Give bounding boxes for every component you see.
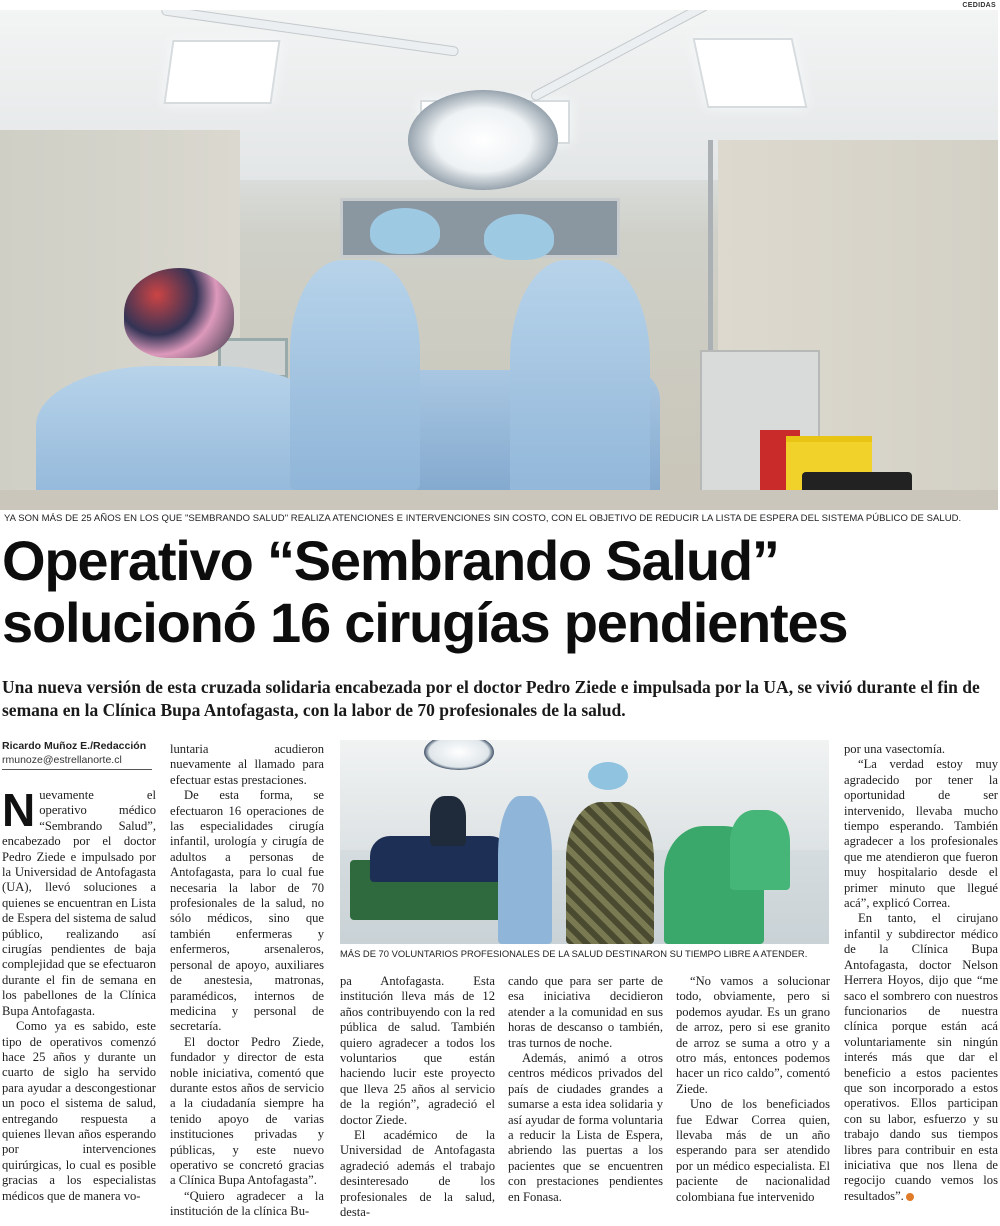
patterned-cap bbox=[124, 268, 234, 358]
skylight bbox=[693, 38, 808, 108]
floor bbox=[0, 490, 998, 510]
headline-line-1: Operativo “Sembrando Salud” bbox=[2, 529, 779, 592]
paragraph: “La verdad estoy muy agradecido por tener la oportunidad de ser intervenido, llevaba mucho tiempo esperando. También agradecer a los profesionales que me atendieron que fueron muy hospitalario desde el primer minuto que llegué acá”, explicó Correa. bbox=[844, 757, 998, 911]
staff-figure bbox=[566, 802, 654, 944]
photo-credit: CEDIDAS bbox=[962, 2, 996, 9]
headline bbox=[2, 530, 998, 654]
lead-paragraph: Una nueva versión de esta cruzada solidaria encabezada por el doctor Pedro Ziede e impulsada por la UA, se vivió durante el fin de semana en la Clínica Bupa Antofagasta, con la labor de 70 profesionales de la salud. bbox=[2, 677, 980, 720]
staff-figure bbox=[730, 810, 790, 890]
paragraph: Como ya es sabido, este tipo de operativos comenzó hace 25 años y durante un cuarto de siglo ha servido para ayudar a descongestionar un poco el sistema de salud, entregando respuesta a quienes llevan años esperando por intervenciones quirúrgicas, lo cual es posible gracias a los especialistas médicos que de manera vo- bbox=[2, 1019, 156, 1203]
secondary-photo-volunteers bbox=[340, 740, 829, 944]
paragraph: por una vasectomía. bbox=[844, 742, 946, 756]
article-column-1 bbox=[2, 784, 156, 1204]
paragraph: pa Antofagasta. Esta institución lleva más de 12 años contribuyendo con la red pública de salud. También quiero agradecer a todos los voluntarios que están haciendo lucir este proyecto que lleva 25 años al servicio de la región”, agradeció el doctor Ziede. bbox=[340, 974, 495, 1127]
paragraph: cando que para ser parte de esa iniciativa decidieron atender a la comunidad en sus horas de descanso o también, tras turnos de noche. bbox=[508, 974, 663, 1050]
surgeon-cap bbox=[484, 214, 554, 260]
top-photo-caption: YA SON MÁS DE 25 AÑOS EN LOS QUE "SEMBRANDO SALUD" REALIZA ATENCIONES E INTERVENCIONES SIN COSTO, CON EL OBJETIVO DE REDUCIR LA LISTA DE ESPERA DEL SISTEMA PÚBLICO DE SALUD. bbox=[4, 513, 962, 524]
article-column-2 bbox=[170, 742, 324, 1220]
paragraph: De esta forma, se efectuaron 16 operaciones de las especialidades cirugía infantil, urología y cirugía de adultos a personas de Antofagasta, para lo cual fue necesaria la labor de 70 profesionales de la salud, no sólo médicos, sino que también enfermeras y enfermeros, arsenaleros, personal de apoyo, auxiliares de anestesia, matronas, paramédicos, internos de medicina y personal de secretaría. bbox=[170, 788, 324, 1034]
skylight bbox=[164, 40, 281, 104]
article-column-3 bbox=[340, 974, 495, 1221]
circle-end-mark-icon bbox=[906, 1193, 914, 1201]
paragraph: El académico de la Universidad de Antofagasta agradeció además el trabajo desinteresado de los profesionales de la salud, desta- bbox=[340, 1128, 495, 1220]
surgeon-cap bbox=[370, 208, 440, 254]
drop-cap: N bbox=[2, 784, 36, 836]
byline: Ricardo Muñoz E./Redacción bbox=[2, 740, 147, 752]
article-column-5 bbox=[676, 974, 830, 1205]
paragraph: Además, animó a otros centros médicos privados del país de ciudades grandes a sumarse a esta idea solidaria y así ayudar de forma voluntaria a reducir la Lista de Espera, abriendo las puertas a los pacientes que se encuentren con prestaciones pendientes en Fonasa. bbox=[508, 1051, 663, 1204]
paragraph: luntaria acudieron nuevamente al llamado para efectuar estas prestaciones. bbox=[170, 742, 324, 787]
paragraph: “Quiero agradecer a la institución de la clínica Bu- bbox=[170, 1188, 324, 1219]
secondary-photo-caption: MÁS DE 70 VOLUNTARIOS PROFESIONALES DE LA SALUD DESTINARON SU TIEMPO LIBRE A ATENDER. bbox=[340, 948, 808, 959]
surgeon-figure bbox=[510, 260, 650, 510]
paragraph: “No vamos a solucionar todo, obviamente, pero si podemos ayudar. Es un grano de arroz, pero si ese granito de arroz se suma a otro y a otro más, entonces podemos hacer un rico caldo”, comentó Ziede. bbox=[676, 974, 830, 1096]
hero-photo-operating-room bbox=[0, 10, 998, 510]
surgical-lamp bbox=[408, 90, 558, 190]
article-column-4 bbox=[508, 974, 663, 1205]
paragraph: El doctor Pedro Ziede, fundador y director de esta noble iniciativa, comentó que durante estos años de servicio a la ciudadanía siempre ha tenido apoyo de varias instituciones privadas y públicas, y este nuevo operativo se concretó gracias a Clínica Bupa Antofagasta”. bbox=[170, 1034, 324, 1188]
author-email: rmunoze@estrellanorte.cl bbox=[2, 754, 152, 770]
article-column-6 bbox=[844, 742, 998, 1204]
surgeon-figure bbox=[290, 260, 420, 490]
paragraph: Uno de los beneficiados fue Edwar Correa quien, llevaba más de un año esperando para ser atendido por un médico especialista. El paciente de nacionalidad colombiana fue intervenido bbox=[676, 1097, 830, 1204]
staff-figure bbox=[498, 796, 552, 944]
paragraph: En tanto, el cirujano infantil y subdirector médico de la Clínica Bupa Antofagasta, doctor Nelson Herrera Hoyos, dijo que “me saco el sombrero con nuestros funcionarios de nuestra clínica porque están acá voluntariamente sin ningún interés más que dar el beneficio a estos pacientes que son incorporado a estos operativos. Ellos participan con su labor, esfuerzo y su trabajo dando sus tiempos libres para contribuir en esta iniciativa que nos llena de regocijo cuando vemos los resultados”. bbox=[844, 911, 998, 1203]
paragraph: Nuevamente el operativo médico “Sembrando Salud”, encabezado por el doctor Pedro Ziede e impulsado por la Universidad de Antofagasta (UA), llevó soluciones a quienes se encuentran en Lista de Espera del sistema de salud público, realizando así cirugías pendientes de baja complejidad que se efectuaron durante el fin de semana en los pabellones de la Clínica Bupa Antofagasta. bbox=[2, 784, 156, 1018]
staff-figure bbox=[430, 796, 466, 846]
headline-line-2: solucionó 16 cirugías pendientes bbox=[2, 591, 848, 654]
staff-cap bbox=[588, 762, 628, 790]
